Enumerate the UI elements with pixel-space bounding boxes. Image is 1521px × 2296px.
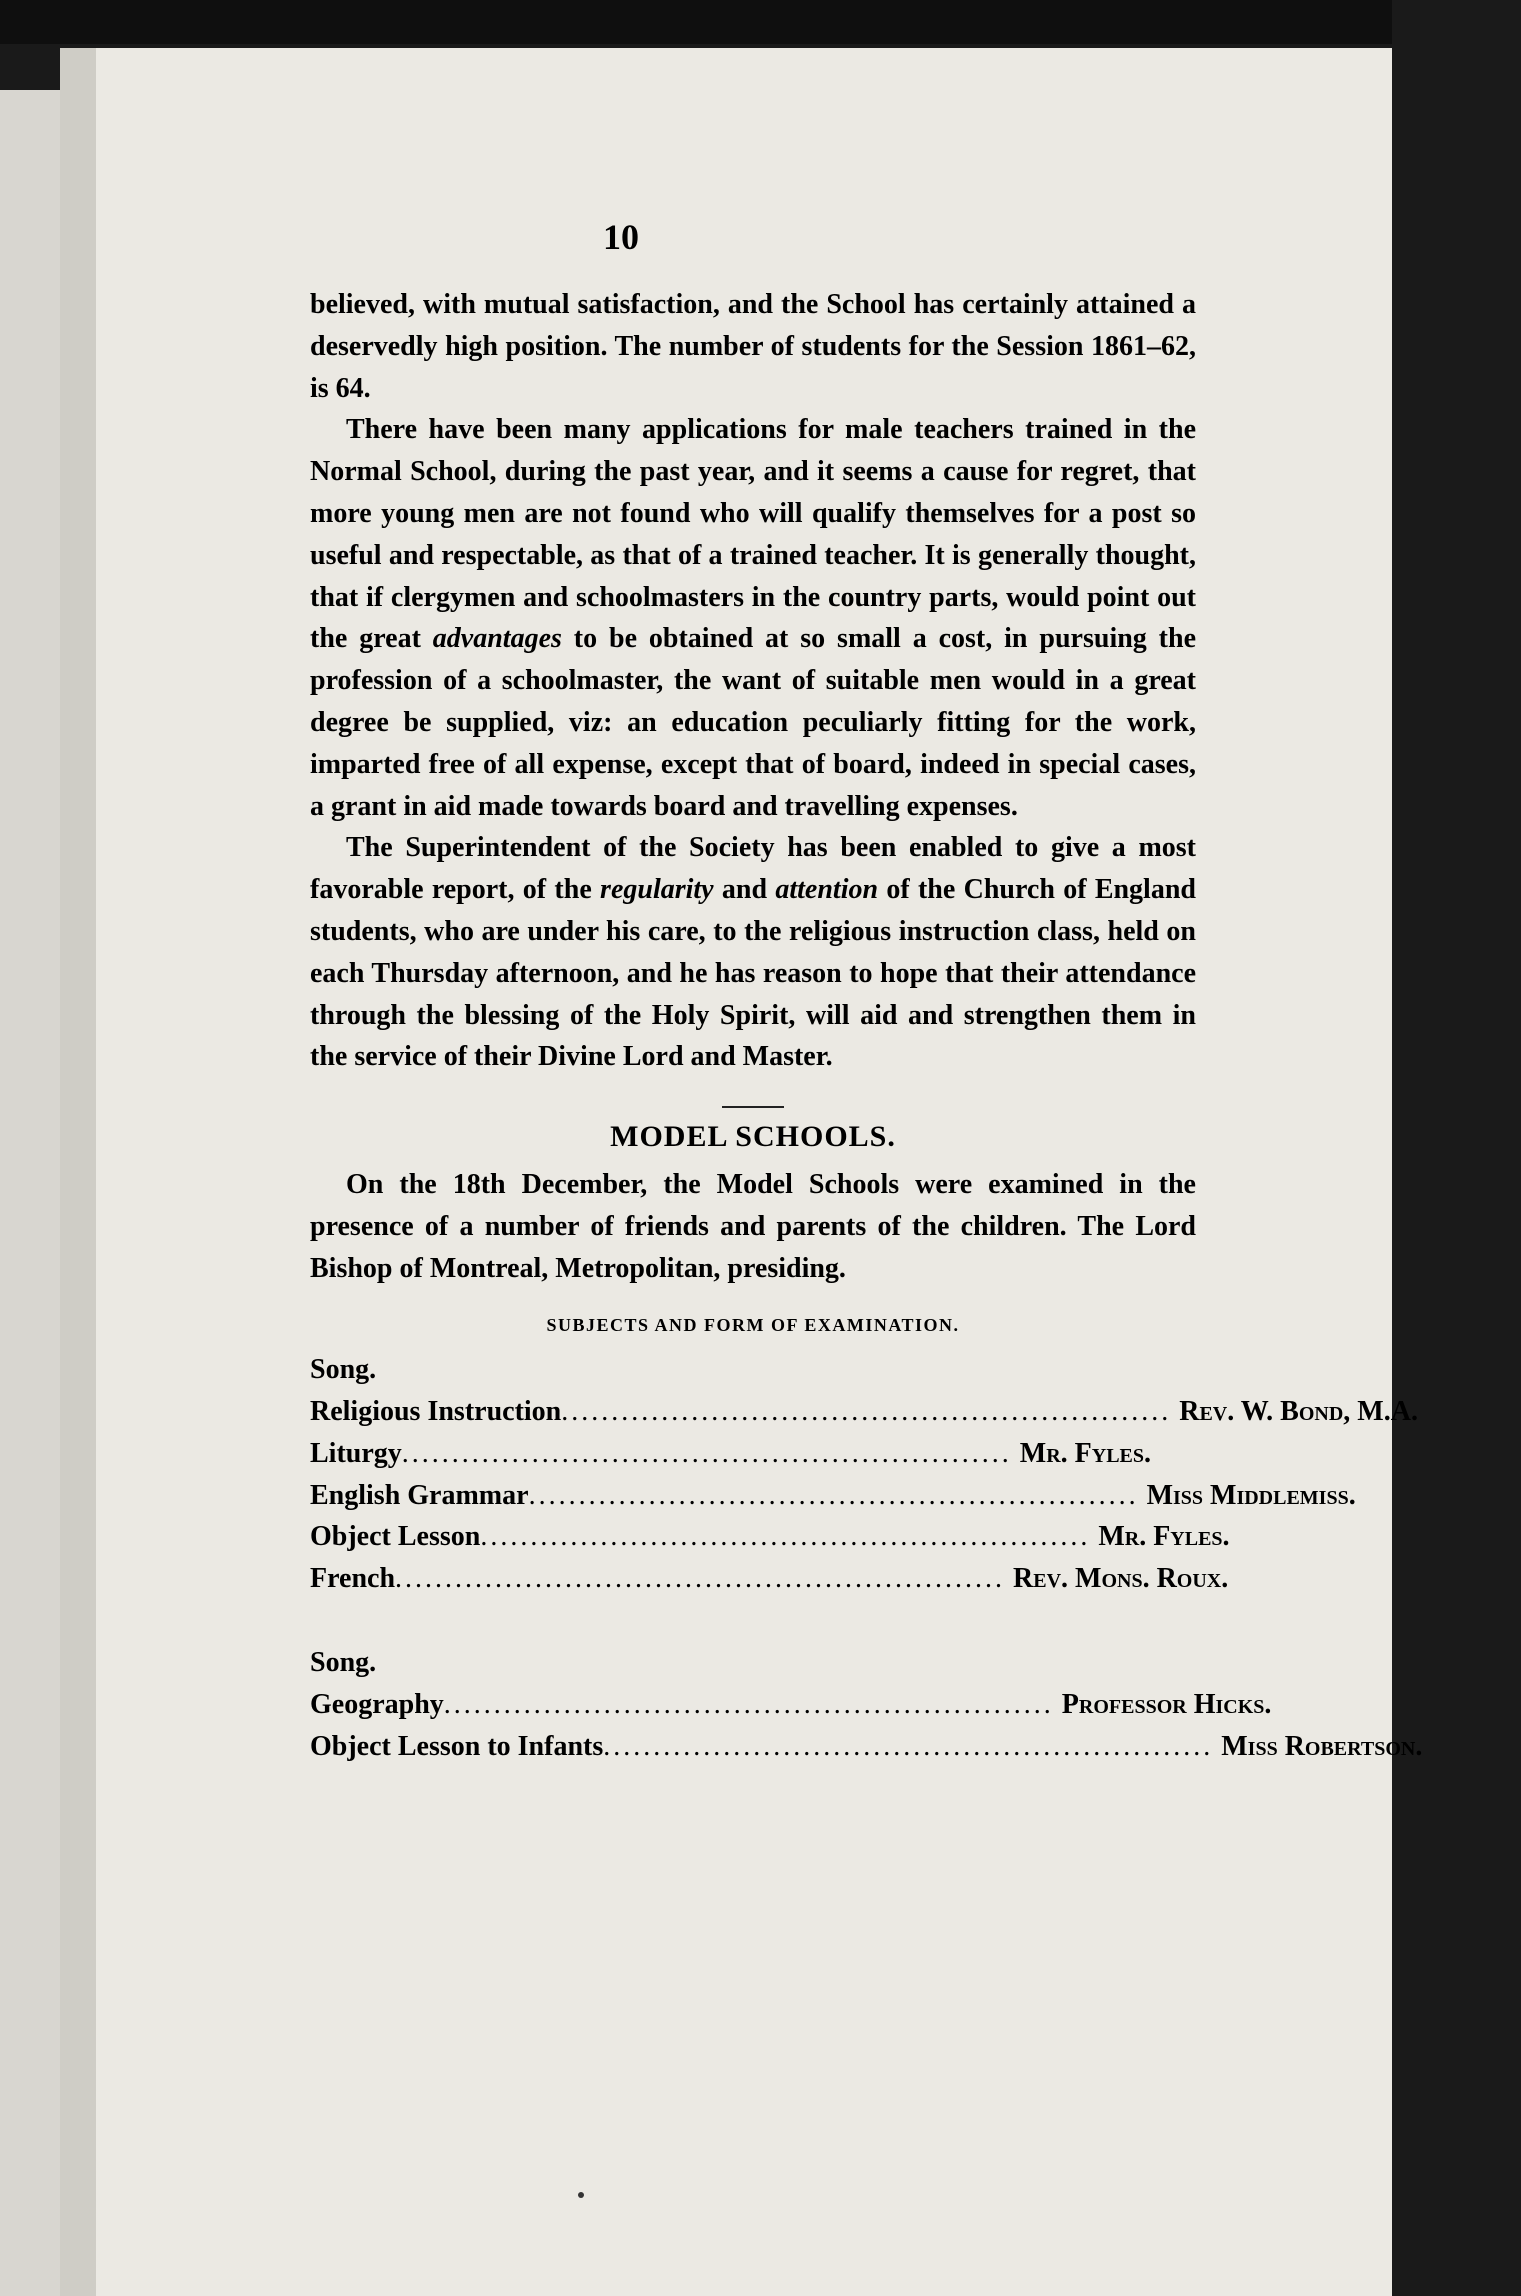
paragraph-2-part-1: There have been many applications for male teachers trained in the Normal School, during the past year, and it seems a cause for regret, that more young men are not found who will qualify themselves for a post so useful and respectable, as that of a trained teacher. It is generally thought, that if clergymen and schoolmasters in the country parts, would point out the great — [310, 414, 1196, 655]
page-number: 10 — [603, 217, 639, 257]
exam-row — [310, 1391, 1418, 1433]
exam-examiner: Rev. Mons. Roux. — [1013, 1563, 1229, 1595]
song-label-1: Song. — [310, 1354, 377, 1386]
exam-examiner: Professor Hicks. — [1061, 1688, 1272, 1720]
exam-subject: Object Lesson — [310, 1521, 481, 1553]
exam-subject: French — [310, 1563, 396, 1595]
exam-subject: Object Lesson to Infants — [310, 1730, 604, 1762]
exam-examiner: Rev. W. Bond, M.A. — [1179, 1395, 1418, 1427]
paragraph-3-part-3: of the Church of England students, who are under his care, to the religious instruction class, held on each Thursday afternoon, and he has reason to hope that their attendance through the blessing of the Holy Spirit, will aid and strengthen them in the service of their Divine Lord and Master. — [310, 874, 1196, 1073]
paragraph-3 — [310, 827, 1196, 1078]
section-paragraph: On the 18th December, the Model Schools were examined in the presence of a number of friends and parents of the children. The Lord Bishop of Montreal, Metropolitan, presiding. — [310, 1168, 1196, 1284]
paragraph-2 — [310, 409, 1196, 827]
paragraph-3-part-1: The Superintendent of the Society has been enabled to give a most favorable report, of the — [310, 832, 1196, 906]
exam-subject: Religious Instruction — [310, 1395, 562, 1427]
leader-dots: ............................................................. — [401, 1437, 1012, 1469]
exam-examiner: Mr. Fyles. — [1019, 1437, 1152, 1469]
exam-row — [310, 1516, 1230, 1558]
exam-subject: English Grammar — [310, 1479, 529, 1511]
paragraph-2-part-2: to be obtained at so small a cost, in pursuing the profession of a schoolmaster, the want of suitable men would in a great degree be supplied, viz: an education peculiarly fitting for the work, imparted free of all expense, except that of board, indeed in special cases, a grant in aid made towards board and travelling expenses. — [310, 623, 1197, 822]
exam-row — [310, 1684, 1272, 1726]
ink-speck — [578, 2192, 584, 2198]
leader-dots: ............................................................. — [480, 1521, 1091, 1553]
paragraph-1: believed, with mutual satisfaction, and the School has certainly attained a deservedly high position. The number of students for the Session 1861–62, is 64. — [310, 289, 1196, 404]
exam-examiner: Miss Middlemiss. — [1146, 1479, 1356, 1511]
leader-dots: ............................................................. — [528, 1479, 1139, 1511]
section-divider — [722, 1106, 784, 1108]
exam-row — [310, 1726, 1423, 1768]
leader-dots: ............................................................. — [603, 1730, 1214, 1762]
leader-dots: ............................................................. — [395, 1563, 1006, 1595]
exam-heading: SUBJECTS AND FORM OF EXAMINATION. — [546, 1315, 960, 1336]
exam-list-2 — [310, 1684, 1423, 1768]
emphasis-regularity: regularity — [600, 874, 714, 906]
exam-examiner: Mr. Fyles. — [1098, 1521, 1230, 1553]
exam-subject: Liturgy — [310, 1437, 402, 1469]
paragraph-3-part-2: and — [713, 874, 776, 906]
list-spacer — [310, 1600, 1196, 1642]
exam-list-1 — [310, 1391, 1418, 1600]
exam-examiner: Miss Robertson. — [1221, 1730, 1423, 1762]
leader-dots: ............................................................. — [561, 1395, 1172, 1427]
exam-subject: Geography — [310, 1688, 444, 1720]
scan-top-border — [0, 0, 1392, 44]
song-label-2: Song. — [310, 1646, 377, 1678]
exam-row — [310, 1475, 1356, 1517]
exam-row — [310, 1558, 1229, 1600]
emphasis-advantages: advantages — [432, 623, 562, 655]
leader-dots: ............................................................. — [443, 1688, 1054, 1720]
section-title: MODEL SCHOOLS. — [610, 1120, 896, 1154]
exam-row — [310, 1433, 1196, 1475]
emphasis-attention: attention — [775, 874, 879, 906]
scan-left-edge — [0, 90, 60, 2296]
page-body — [310, 284, 1423, 1767]
